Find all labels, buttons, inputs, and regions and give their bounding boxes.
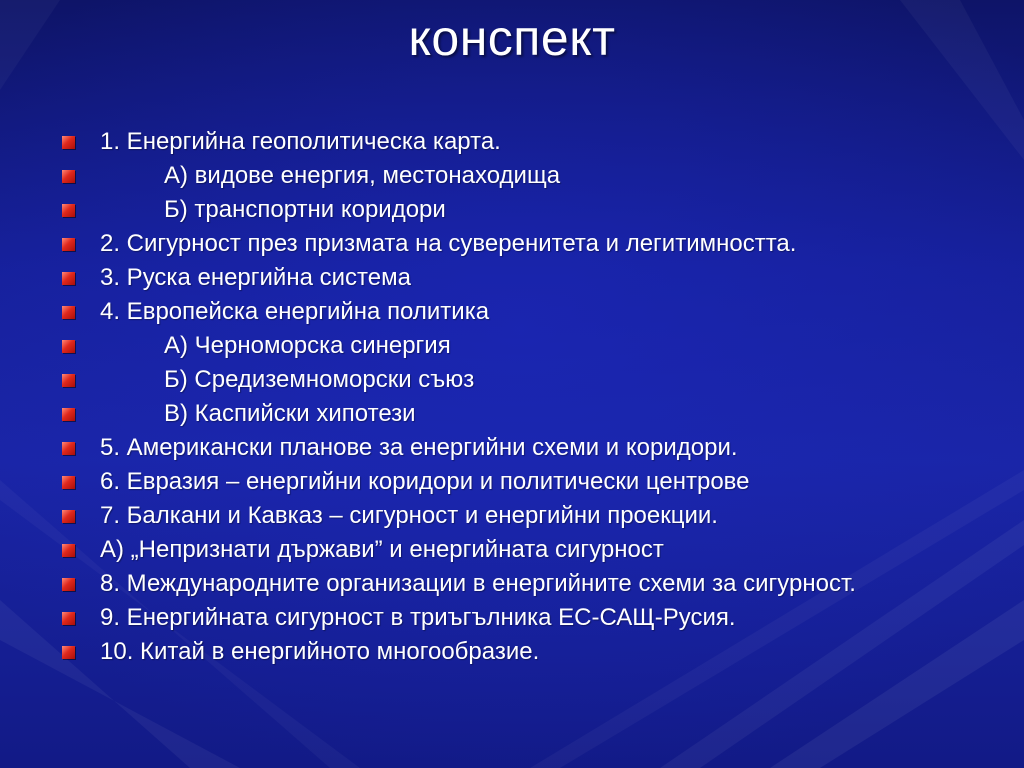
list-item-text: А) видове енергия, местонаходища — [164, 162, 561, 189]
list-item-text: 1. Енергийна геополитическа карта. — [100, 128, 501, 155]
list-item-text: В) Каспийски хипотези — [164, 400, 416, 427]
red-square-bullet-icon — [62, 374, 75, 387]
list-item-text: 3. Руска енергийна система — [100, 264, 411, 291]
list-item — [62, 400, 962, 428]
red-square-bullet-icon — [62, 442, 75, 455]
red-square-bullet-icon — [62, 510, 75, 523]
red-square-bullet-icon — [62, 272, 75, 285]
list-item-text: 7. Балкани и Кавказ – сигурност и енергийни проекции. — [100, 502, 718, 529]
list-item-text: 4. Европейска енергийна политика — [100, 298, 490, 325]
list-item-text: 9. Енергийната сигурност в триъгълника ЕС-САЩ-Русия. — [100, 604, 736, 631]
list-item — [62, 366, 962, 394]
list-item — [62, 332, 962, 360]
list-item-text: А) „Непризнати държави” и енергийната сигурност — [100, 536, 664, 563]
list-item — [62, 502, 962, 530]
red-square-bullet-icon — [62, 544, 75, 557]
list-item-text: 10. Китай в енергийното многообразие. — [100, 638, 540, 665]
list-item-text: Б) транспортни коридори — [164, 196, 446, 223]
list-item — [62, 264, 962, 292]
list-item — [62, 162, 962, 190]
list-item — [62, 298, 962, 326]
red-square-bullet-icon — [62, 238, 75, 251]
list-item — [62, 196, 962, 224]
slide-title: конспект — [408, 10, 616, 66]
list-item — [62, 638, 962, 666]
list-item-text: А) Черноморска синергия — [164, 332, 451, 359]
list-item-text: 6. Евразия – енергийни коридори и политически центрове — [100, 468, 750, 495]
list-item-text: 5. Американски планове за енергийни схеми и коридори. — [100, 434, 738, 461]
red-square-bullet-icon — [62, 408, 75, 421]
list-item — [62, 230, 962, 258]
list-item — [62, 128, 962, 156]
red-square-bullet-icon — [62, 646, 75, 659]
red-square-bullet-icon — [62, 476, 75, 489]
red-square-bullet-icon — [62, 612, 75, 625]
outline-list — [62, 128, 962, 672]
list-item-text: Б) Средиземноморски съюз — [164, 366, 475, 393]
red-square-bullet-icon — [62, 204, 75, 217]
list-item — [62, 604, 962, 632]
list-item — [62, 570, 962, 598]
red-square-bullet-icon — [62, 340, 75, 353]
list-item-text: 2. Сигурност през призмата на суверенитета и легитимността. — [100, 230, 797, 257]
list-item — [62, 468, 962, 496]
red-square-bullet-icon — [62, 136, 75, 149]
red-square-bullet-icon — [62, 306, 75, 319]
list-item-text: 8. Международните организации в енергийните схеми за сигурност. — [100, 570, 856, 597]
list-item — [62, 536, 962, 564]
red-square-bullet-icon — [62, 170, 75, 183]
list-item — [62, 434, 962, 462]
red-square-bullet-icon — [62, 578, 75, 591]
